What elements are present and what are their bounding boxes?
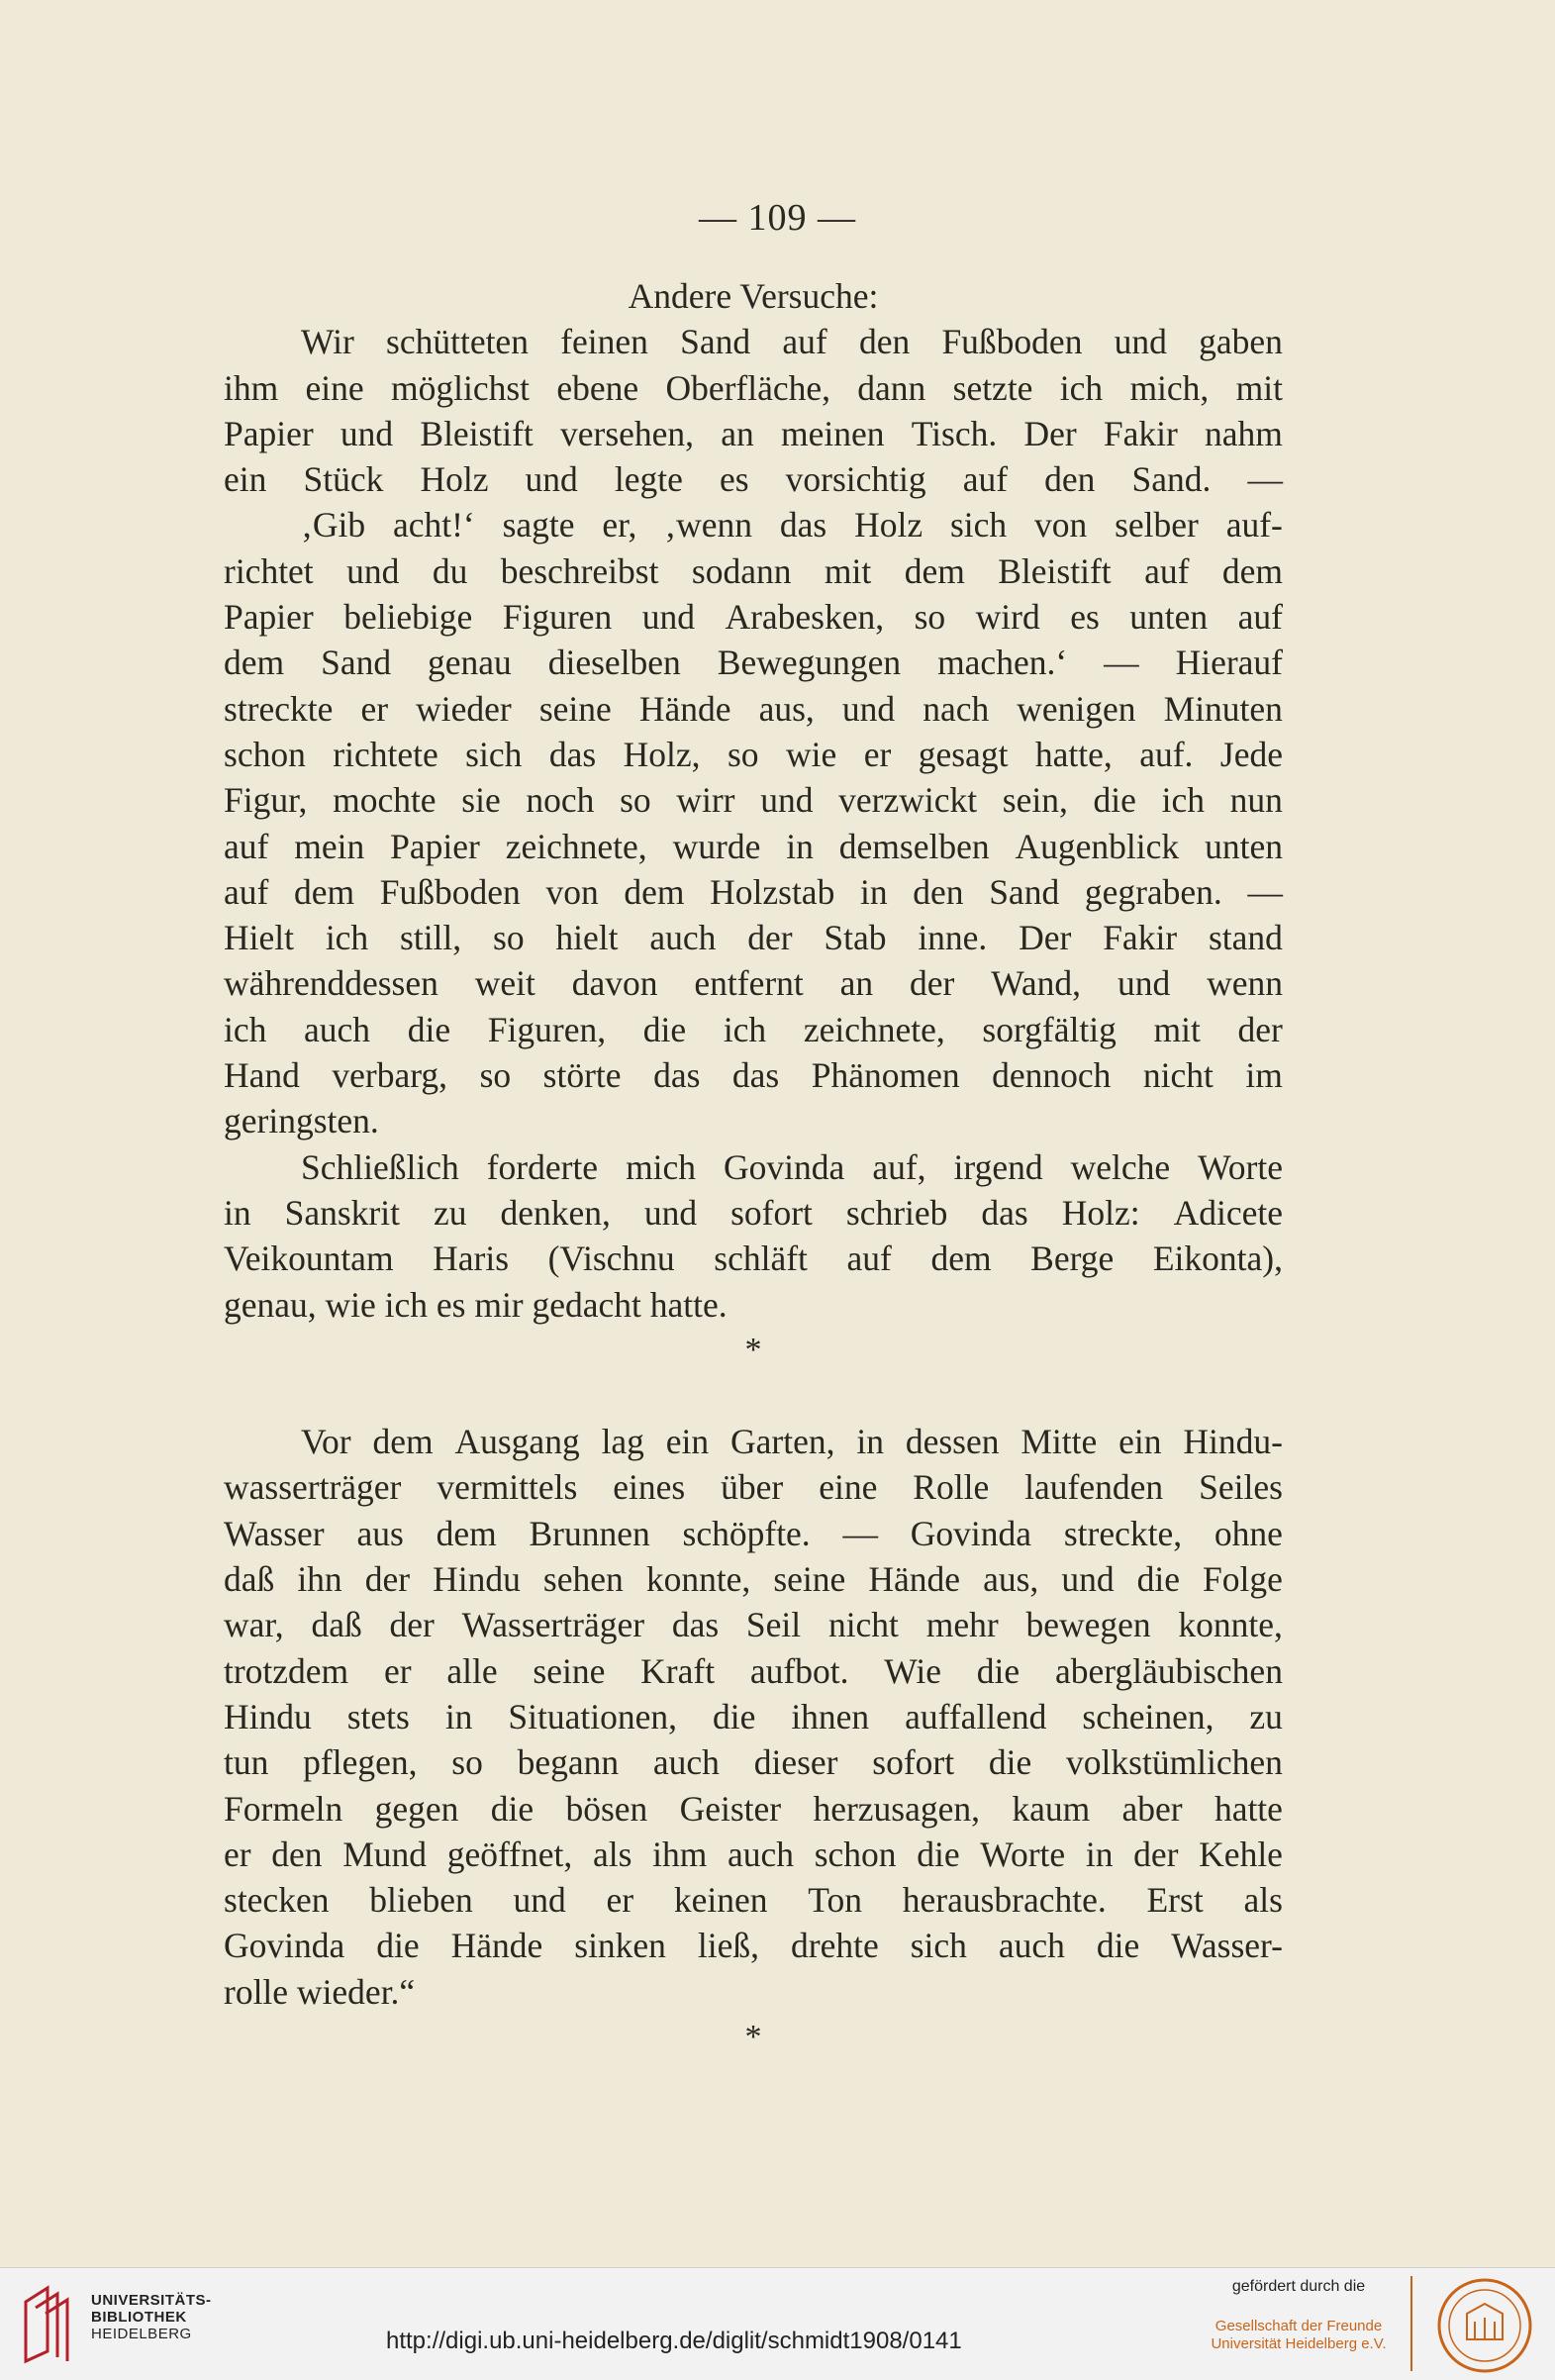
text-line: trotzdem er alle seine Kraft aufbot. Wie die abergläubischen [224, 1650, 1283, 1691]
page-body [224, 273, 1283, 2060]
footer-divider [1410, 2276, 1412, 2371]
permalink-url[interactable]: http://digi.ub.uni-heidelberg.de/diglit/schmidt1908/0141 [386, 2328, 962, 2354]
text-line: streckte er wieder seine Hände aus, und nach wenigen Minuten [224, 688, 1283, 729]
text-line: ich auch die Figuren, die ich zeichnete, sorgfältig mit der [224, 1009, 1283, 1049]
text-line: Formeln gegen die bösen Geister herzusagen, kaum aber hatte [224, 1788, 1283, 1829]
paragraph-4 [224, 1419, 1283, 2015]
page-number: — 109 — [699, 197, 856, 239]
section-separator: * [744, 1331, 762, 1368]
library-name-line: UNIVERSITÄTS- [91, 2292, 212, 2309]
text-line: war, daß der Wasserträger das Seil nicht mehr bewegen konnte, [224, 1605, 1283, 1645]
sponsor-credit [1200, 2278, 1398, 2353]
sponsor-org-line: Gesellschaft der Freunde [1215, 2318, 1383, 2334]
university-seal-icon [1433, 2276, 1536, 2375]
text-line: wasserträger vermittels eines über eine Rolle laufenden Seiles [224, 1467, 1283, 1508]
text-line: in Sanskrit zu denken, und sofort schrieb das Holz: Adicete [224, 1192, 1283, 1233]
text-line: Veikountam Haris (Vischnu schläft auf dem Berge Eikonta), [224, 1239, 1283, 1279]
text-line: Vor dem Ausgang lag ein Garten, in dessen Mitte ein Hindu- [301, 1422, 1283, 1462]
section-heading: Andere Versuche: [628, 276, 879, 316]
text-line: Papier beliebige Figuren und Arabesken, so wird es unten auf [224, 597, 1283, 638]
text-line: auf dem Fußboden von dem Holzstab in den Sand gegraben. — [224, 871, 1283, 912]
text-line: ihm eine möglichst ebene Oberfläche, dann setzte ich mich, mit [224, 367, 1283, 408]
paragraph-1 [224, 319, 1283, 502]
text-line: daß ihn der Hindu sehen konnte, seine Hände aus, und die Folge [224, 1559, 1283, 1600]
text-line: Govinda die Hände sinken ließ, drehte sich auch die Wasser- [224, 1926, 1283, 1966]
text-line: tun pflegen, so begann auch dieser sofort die volkstümlichen [224, 1742, 1283, 1783]
text-line: schon richtete sich das Holz, so wie er gesagt hatte, auf. Jede [224, 734, 1283, 774]
text-line: geringsten. [224, 1101, 379, 1141]
text-line: dem Sand genau dieselben Bewegungen machen.‘ — Hierauf [224, 643, 1283, 683]
text-line: Hielt ich still, so hielt auch der Stab inne. Der Fakir stand [224, 918, 1283, 958]
text-line: währenddessen weit davon entfernt an der Wand, und wenn [224, 963, 1283, 1004]
sponsor-organization [1200, 2318, 1398, 2353]
text-line: Hindu stets in Situationen, die ihnen auffallend scheinen, zu [224, 1696, 1283, 1736]
text-line: Wir schütteten feinen Sand auf den Fußboden und gaben [301, 322, 1283, 362]
text-line: ein Stück Holz und legte es vorsichtig auf den Sand. — [224, 459, 1283, 500]
section-separator: * [744, 2018, 762, 2055]
text-line: stecken blieben und er keinen Ton herausbrachte. Erst als [224, 1880, 1283, 1921]
text-line: auf mein Papier zeichnete, wurde in demselben Augenblick unten [224, 826, 1283, 866]
text-line: er den Mund geöffnet, als ihm auch schon die Worte in der Kehle [224, 1834, 1283, 1874]
blank-line [224, 1373, 1283, 1419]
library-name-line: BIBLIOTHEK [91, 2309, 187, 2326]
library-name-line: HEIDELBERG [91, 2326, 192, 2342]
text-line: Figur, mochte sie noch so wirr und verzwickt sein, die ich nun [224, 780, 1283, 821]
sponsor-org-line: Universität Heidelberg e.V. [1211, 2335, 1387, 2352]
sponsor-label: gefördert durch die [1231, 2278, 1366, 2295]
paragraph-2 [224, 502, 1283, 1143]
text-line: rolle wieder.“ [224, 1971, 416, 2012]
text-line: Hand verbarg, so störte das das Phänomen dennoch nicht im [224, 1055, 1283, 1096]
digitization-footer [0, 2267, 1555, 2380]
text-line: richtet und du beschreibst sodann mit dem Bleistift auf dem [224, 550, 1283, 591]
text-line: Papier und Bleistift versehen, an meinen Tisch. Der Fakir nahm [224, 413, 1283, 453]
text-line: Schließlich forderte mich Govinda auf, irgend welche Worte [301, 1146, 1283, 1187]
text-line: Wasser aus dem Brunnen schöpfte. — Govinda streckte, ohne [224, 1513, 1283, 1553]
library-name [91, 2292, 212, 2342]
library-logo-icon [18, 2282, 79, 2365]
text-line: ‚Gib acht!‘ sagte er, ‚wenn das Holz sich von selber auf- [301, 505, 1283, 545]
paragraph-3 [224, 1144, 1283, 1328]
text-line: genau, wie ich es mir gedacht hatte. [224, 1284, 728, 1325]
